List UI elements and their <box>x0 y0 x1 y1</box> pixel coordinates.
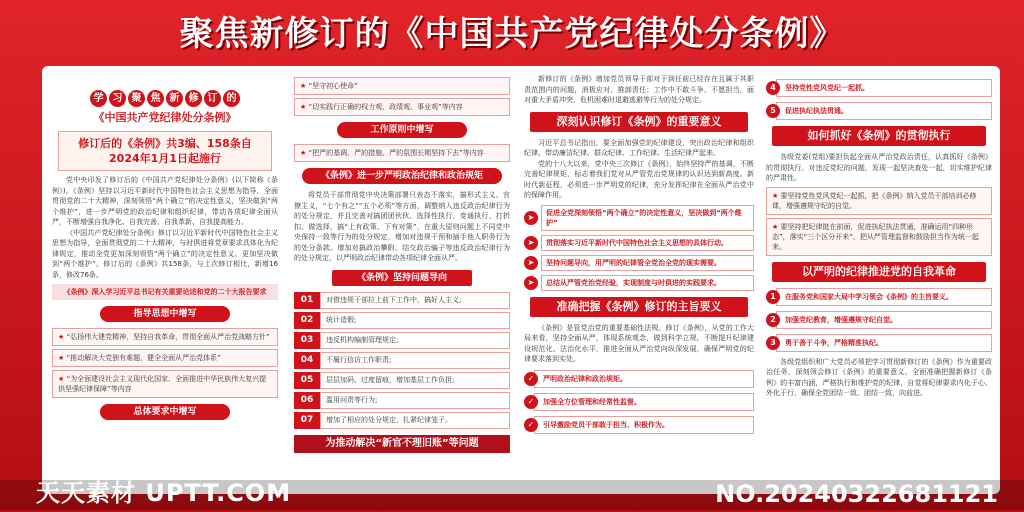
row-number: 01 <box>294 292 320 309</box>
row-number: 04 <box>294 352 320 369</box>
row-text: 对借违规干部拉上前下工作中，搞好人主义; <box>320 292 510 309</box>
boxed-item <box>524 393 754 411</box>
bullet-text: 要坚持把纪律挺在前面，促进执纪执法贯通，准确运用“四种形态”，落实“三个区分开来”，把从严管理监督和鼓励担当作为统一起来。 <box>772 222 979 251</box>
column-2 <box>294 74 510 494</box>
boxed-text: 严明政治纪律和政治规矩。 <box>534 370 754 388</box>
section-header: 准确把握《条例》修订的主旨要义 <box>530 297 748 317</box>
boxed-item <box>524 370 754 388</box>
boxed-text: 引导激励党员干部敢于担当、积极作为。 <box>534 416 754 434</box>
point-text: 贯彻落实习近平新时代中国特色社会主义思想的具体行动。 <box>541 235 754 251</box>
bullet-item: ★ 要坚持党性党风党纪一起抓，把《条例》纳入党员干部培训必修课，增强遵规守纪的自觉。 <box>766 187 992 215</box>
page-title: 聚焦新修订的《中国共产党纪律处分条例》 <box>179 14 845 54</box>
numbered-row <box>294 412 510 429</box>
paragraph: 新修订的《条例》增加党员领导干部对于到任前已经存在且属于其职责范围内的问题，消极应对、推卸责任；工作中不敢斗争、不愿担当，面对重大矛盾冲突、危机困难时退避逃避等行为的处分规定。 <box>524 75 754 104</box>
boxed-item <box>766 102 992 120</box>
row-number: 05 <box>294 372 320 389</box>
paragraph: 各级党委(党组)要担负起全面从严治党政治责任，认真抓好《条例》的贯彻执行。对违反党纪的问题，发现一起坚决查处一起，切实维护纪律的严肃性。 <box>766 153 992 182</box>
boxed-text: 在服务党和国家大局中学习领会《条例》的主旨要义。 <box>776 288 992 306</box>
numbered-row <box>294 352 510 369</box>
number-badge: 3 <box>766 336 780 350</box>
point-item <box>524 255 754 271</box>
bullet-text: “弘扬伟大建党精神，坚持自我革命，贯彻全面从严治党战略方针” <box>66 333 270 341</box>
paragraph: 党的十八大以来，党中央三次修订《条例》，始终坚持严的基调，不断完善纪律规矩，标志着我们党对从严管党治党规律的认识达到新高度。新时代新征程，必须进一步严明党的纪律，充分发挥纪律在全面从严治党中的保障作用。 <box>524 159 754 199</box>
number-badge: 5 <box>766 104 780 118</box>
point-text: 总结从严管党治党经验，实现制度与时俱进的实践要求。 <box>541 275 754 291</box>
number-badge: 2 <box>766 313 780 327</box>
point-bullet-icon: ➤ <box>524 236 538 250</box>
row-text: 不履行信访工作职责; <box>320 352 510 369</box>
row-number: 02 <box>294 312 320 329</box>
section-header: 深刻认识修订《条例》的重要意义 <box>530 112 748 132</box>
row-text: 层层加码、过度留痕，增加基层工作负担; <box>320 372 510 389</box>
check-icon: ✓ <box>524 372 538 386</box>
section-header: 以严明的纪律推进党的自我革命 <box>772 262 986 282</box>
paragraph: 《条例》是管党治党的重要基础性法规。修订《条例》，从党的工作大局来看，坚持全面从严，体现系统观念，做到科学立规，不断提升纪律建设规范化、法治化水平，推进全面从严治党向纵深发展，确保严明党的纪律要求落到实处。 <box>524 323 754 363</box>
numbered-item <box>766 334 992 352</box>
badge-char: 学 <box>90 90 107 107</box>
boxed-item <box>766 79 992 97</box>
check-icon: ✓ <box>524 418 538 432</box>
number-badge: 1 <box>766 290 780 304</box>
bullet-item: ★ 要坚持把纪律挺在前面，促进执纪执法贯通，准确运用“四种形态”，落实“三个区分开来”，把从严管理监督和鼓励担当作为统一起来。 <box>766 218 992 256</box>
bullet-item: ★ “坚守初心使命” <box>294 77 510 95</box>
row-number: 03 <box>294 332 320 349</box>
bullet-text: “为全面建设社会主义现代化国家、全面推进中华民族伟大复兴提供坚强纪律保障”等内容 <box>58 375 267 393</box>
badge-char: 订 <box>204 90 221 107</box>
content-board <box>42 66 1000 494</box>
bullet-text: 要坚持党性党风党纪一起抓，把《条例》纳入党员干部培训必修课，增强遵规守纪的自觉。 <box>772 191 977 210</box>
numbered-row <box>294 292 510 309</box>
point-item <box>524 275 754 291</box>
paragraph: 党中央印发了修订后的《中国共产党纪律处分条例》(以下简称《条例》)。《条例》坚持以习近平新时代中国特色社会主义思想为指导，全面贯彻党的二十大精神，深刻领悟“两个确立”的决定性意义，坚决做到“两个维护”，进一步严明党的政治纪律和组织纪律，带动各项纪律全面从严，不断增强自我净化、自我完善、自我革新、自我提高能力。 <box>52 176 278 226</box>
boxed-text: 加强党纪教育，增强遵规守纪自觉。 <box>776 311 992 329</box>
number-badge: 4 <box>766 81 780 95</box>
bullet-item: ★ “推动解决大党独有难题，健全全面从严治党体系” <box>52 349 278 367</box>
paragraph: 《中国共产党纪律处分条例》修订以习近平新时代中国特色社会主义思想为指导，全面贯彻党的二十大精神，与时俱进将党章要求具体化为纪律规定，推动全党更加深刻领悟“两个确立”的决定性意义、更加坚决做到“两个维护”。修订后的《条例》共158条，与上次修订相比，新增16条，修改76条。 <box>52 228 278 279</box>
badge-char: 焦 <box>147 90 164 107</box>
numbered-row <box>294 372 510 389</box>
section-header: 工作原则中增写 <box>337 122 467 138</box>
watermark-right: NO.20240322681121 <box>715 480 998 508</box>
section-header: 指导思想中增写 <box>100 306 230 322</box>
bullet-text: “推动解决大党独有难题，健全全面从严治党体系” <box>66 354 221 362</box>
paragraph: 习近平总书记指出，要全面加强党的纪律建设，突出政治纪律和组织纪律，带动廉洁纪律、群众纪律、工作纪律、生活纪律严起来。 <box>524 138 754 157</box>
section-header: 总体要求中增写 <box>100 404 230 420</box>
section-header: 《条例》坚持问题导向 <box>332 270 472 286</box>
numbered-row <box>294 392 510 409</box>
bottom-banner: 为推动解决“新官不理旧账”等问题 <box>294 435 510 453</box>
bullet-item: ★ “为全面建设社会主义现代化国家、全面推进中华民族伟大复兴提供坚强纪律保障”等内容 <box>52 370 278 398</box>
section-subtitle: 《中国共产党纪律处分条例》 <box>93 111 237 124</box>
point-item <box>524 235 754 251</box>
watermark-left: 天天素材 UPTT.COM <box>36 479 292 507</box>
column-4 <box>766 74 992 494</box>
badge-char: 修 <box>185 90 202 107</box>
boxed-text: 加强全方位管理和经常性监督。 <box>534 393 754 411</box>
bullet-text: “切实践行正确的权力观、政绩观、事业观”等内容 <box>308 103 463 111</box>
badge-char: 新 <box>166 90 183 107</box>
point-text: 坚持问题导向，用严明的纪律管全党治全党的现实需要。 <box>541 255 754 271</box>
highlight-box: 修订后的《条例》共3编、158条自2024年1月1日起施行 <box>58 131 272 171</box>
numbered-item <box>766 311 992 329</box>
row-text: 统计造假; <box>320 312 510 329</box>
section-header: 如何抓好《条例》的贯彻执行 <box>772 126 986 146</box>
paragraph: 将党员干部贯彻党中央决策部署只表态不落实，搞形式主义、官僚主义，“七个有之”“五个必须”等方面，调整纳入违反政治纪律行为的处分规定，并且完善对搞团团伙伙、选择性执行、变通执行、打折扣、做选择，搞“上有政策、下有对策”，在重大原则问题上不同党中央保持一致等行为的处分规定，增加对违规干预和插手他人职务行为的处分条款。增加对搞政治攀附、结交政治骗子等违反政治纪律行为的处分规定，以严明政治纪律带动各项纪律全面从严。 <box>294 191 510 262</box>
bullet-text: “把严的基调、严的措施、严的氛围长期坚持下去”等内容 <box>308 149 484 157</box>
row-number: 07 <box>294 412 320 429</box>
point-bullet-icon: ➤ <box>524 276 538 290</box>
pink-banner: 《条例》深入学习近平总书记有关重要论述和党的二十大报告要求 <box>52 284 278 300</box>
row-number: 06 <box>294 392 320 409</box>
badge-char: 的 <box>223 90 240 107</box>
check-icon: ✓ <box>524 395 538 409</box>
paragraph: 各级党组织和广大党员必须把学习贯彻新修订的《条例》作为重要政治任务，深刻领会修订《条例》的重要意义，全面准确把握新修订《条例》的丰富内涵，严格执行和维护党的纪律，自觉将纪律要求内化于心、外化于行，确保全党团结一致、团结一致，向前进。 <box>766 357 992 397</box>
bullet-item: ★ “切实践行正确的权力观、政绩观、事业观”等内容 <box>294 98 510 116</box>
badge-row <box>52 90 278 107</box>
numbered-item <box>766 288 992 306</box>
row-text: 滥用问责等行为; <box>320 392 510 409</box>
point-item <box>524 205 754 231</box>
bullet-item: ★ “把严的基调、严的措施、严的氛围长期坚持下去”等内容 <box>294 144 510 162</box>
point-bullet-icon: ➤ <box>524 211 538 225</box>
boxed-item <box>524 416 754 434</box>
point-bullet-icon: ➤ <box>524 256 538 270</box>
bullet-item: ★ “弘扬伟大建党精神，坚持自我革命，贯彻全面从严治党战略方针” <box>52 328 278 346</box>
point-text: 促进全党深刻领悟“两个确立”的决定性意义，坚决做到“两个维护” <box>541 205 754 231</box>
boxed-text: 促进执纪执法贯通。 <box>776 102 992 120</box>
numbered-row <box>294 332 510 349</box>
column-3 <box>524 74 754 494</box>
boxed-text: 勇于善于斗争，严格精准执纪。 <box>776 334 992 352</box>
section-header: 《条例》进一步严明政治纪律和政治规矩 <box>302 168 502 184</box>
numbered-row <box>294 312 510 329</box>
column-1 <box>52 74 278 494</box>
bullet-text: “坚守初心使命” <box>308 82 358 90</box>
row-text: 违反机构编制管理规定; <box>320 332 510 349</box>
boxed-text: 坚持党性党风党纪一起抓。 <box>776 79 992 97</box>
row-text: 增加了相应的处分规定，扎紧纪律笼子。 <box>320 412 510 429</box>
badge-char: 习 <box>109 90 126 107</box>
badge-char: 聚 <box>128 90 145 107</box>
